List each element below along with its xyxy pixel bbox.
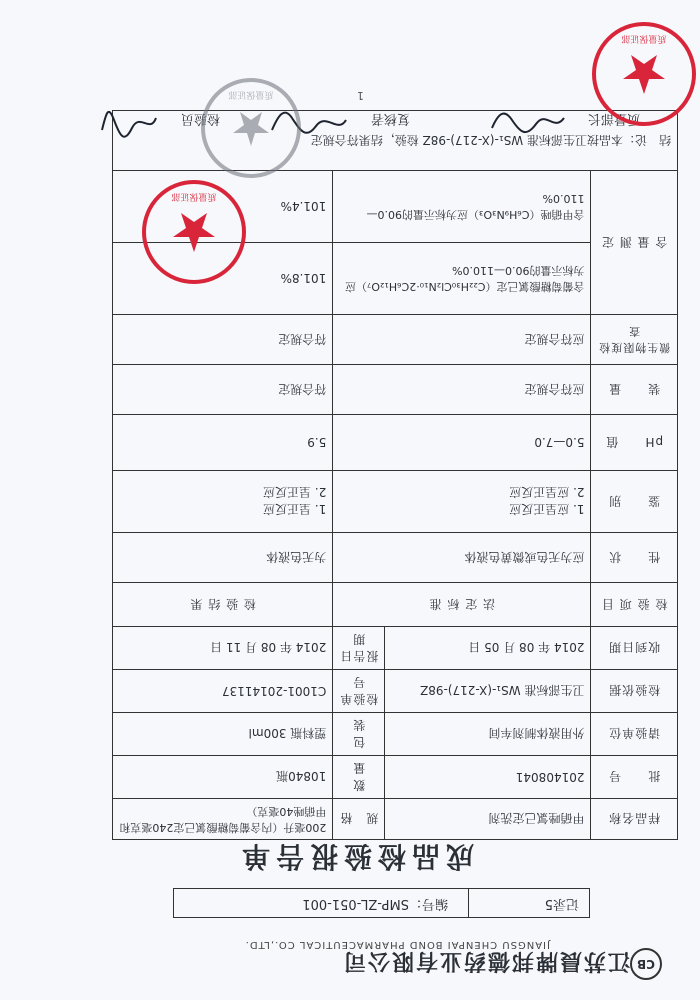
package-value: 塑料瓶 300ml — [113, 713, 333, 756]
col-item: 检 验 项 目 — [591, 583, 678, 627]
row-item: 微生物限度检查 — [591, 315, 678, 365]
row-item: 性 状 — [591, 533, 678, 583]
reviewer-label: 复核者 — [370, 111, 410, 126]
col-standard: 法 定 标 准 — [333, 583, 591, 627]
inspector-signature — [100, 108, 160, 140]
col-result: 检 验 结 果 — [113, 583, 333, 627]
received-value: 2014 年 08 月 05 日 — [385, 627, 591, 670]
table-row — [113, 670, 678, 713]
table-row — [113, 799, 678, 840]
seal-sub-text: 质量保证部 — [171, 191, 217, 201]
table-row — [113, 315, 678, 365]
basis-label: 检验依据 — [591, 670, 678, 713]
table-row — [113, 756, 678, 799]
assay-result-2: 101.4% — [113, 171, 333, 243]
table-row — [113, 471, 678, 533]
seal-sub-text: 质量保证部 — [621, 33, 667, 43]
row-result: 符合规定 — [113, 315, 333, 365]
page-number: 1 — [357, 89, 364, 102]
row-result: 5.9 — [113, 415, 333, 471]
package-label: 包 装 — [333, 713, 385, 756]
gray-seal-text: 质量保证部 — [228, 89, 274, 99]
qa-head-signature — [488, 108, 568, 138]
table-row — [113, 365, 678, 415]
row-item: pH 值 — [591, 415, 678, 471]
assay-standard-2: 含甲硝唑（C₆H₉N₃O₃）应为标示量的90.0—110.0% — [333, 171, 591, 243]
table-row — [113, 533, 678, 583]
qa-department-seal — [197, 74, 305, 182]
record-box — [173, 888, 590, 918]
conclusion: 结 论：本品按卫生部标准 WS₁-(X-217)-98Z 检验，结果符合规定 — [113, 111, 678, 171]
record-number: 编号：SMP-ZL-051-001 — [302, 896, 448, 911]
batch-value: 201408041 — [385, 756, 591, 799]
row-result: 符合规定 — [113, 365, 333, 415]
basis-value: 卫生部标准 WS₁-(X-217)-98Z — [385, 670, 591, 713]
report-no-value: C1001-20141137 — [113, 670, 333, 713]
spec-label: 规 格 — [333, 799, 385, 840]
company-logo: CB — [630, 948, 662, 980]
row-result: 1. 呈正反应 2. 呈正反应 — [113, 471, 333, 533]
row-result: 为无色液体 — [113, 533, 333, 583]
report-date-label: 报告日期 — [333, 627, 385, 670]
quantity-value: 10840瓶 — [113, 756, 333, 799]
request-unit-value: 外用液体制剂车间 — [385, 713, 591, 756]
company-seal-conclusion — [140, 178, 248, 286]
report-title: 成品检验报告单 — [236, 840, 475, 873]
row-standard: 应为无色或微黄色液体 — [333, 533, 591, 583]
inspector-label: 检验员 — [180, 111, 220, 126]
spec-value: 200毫升（内含葡萄糖酸氯己定240毫克和甲硝唑40毫克） — [113, 799, 333, 840]
assay-result-1: 101.8% — [113, 243, 333, 315]
batch-label: 批 号 — [591, 756, 678, 799]
received-label: 收到日期 — [591, 627, 678, 670]
company-seal-top — [587, 20, 698, 128]
record-label: 记录5 — [468, 889, 589, 917]
row-item: 鉴 别 — [591, 471, 678, 533]
report-no-label: 检验单号 — [333, 670, 385, 713]
row-standard: 1. 应呈正反应 2. 应呈正反应 — [333, 471, 591, 533]
qa-head-label: 质量部长 — [587, 111, 640, 126]
sample-name-label: 样品名称 — [591, 799, 678, 840]
report-date-value: 2014 年 08 月 11 日 — [113, 627, 333, 670]
row-standard: 5.0—7.0 — [333, 415, 591, 471]
assay-item: 含 量 测 定 — [591, 171, 678, 315]
company-name-cn: 江苏晨牌邦德药业有限公司 — [341, 948, 630, 973]
table-header-row — [113, 583, 678, 627]
quantity-label: 数 量 — [333, 756, 385, 799]
table-row — [113, 713, 678, 756]
sample-name-value: 甲硝唑氯己定洗剂 — [385, 799, 591, 840]
row-standard: 应符合规定 — [333, 315, 591, 365]
row-item: 装 量 — [591, 365, 678, 415]
assay-standard-1: 含葡萄糖酸氯己定（C₂₂H₃₀Cl₂N₁₀·2C₆H₁₂O₇）应为标示量的90.0—110.0% — [333, 243, 591, 315]
company-name-en: JIANGSU CHENPAI BOND PHARMACEUTICAL CO.,LTD. — [244, 939, 550, 950]
table-row — [113, 627, 678, 670]
row-standard: 应符合规定 — [333, 365, 591, 415]
request-unit-label: 请验单位 — [591, 713, 678, 756]
signature-row — [40, 102, 660, 142]
table-row — [113, 415, 678, 471]
